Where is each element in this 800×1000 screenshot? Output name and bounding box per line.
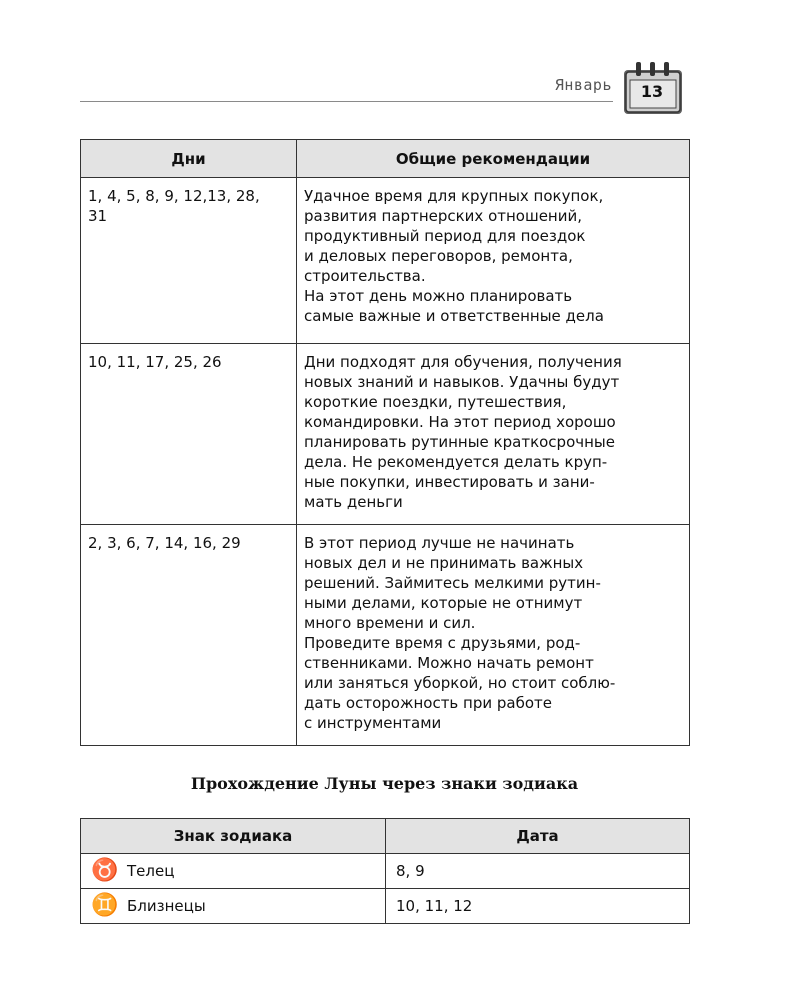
recommendation-line: мать деньги (304, 493, 403, 511)
table-header-row (81, 819, 690, 854)
recommendation-line: планировать рутинные краткосрочные (304, 433, 615, 451)
recommendation-line: На этот день можно планировать (304, 287, 573, 305)
column-header-days: Дни (81, 140, 297, 178)
month-title: Январь (554, 76, 612, 94)
recommendation-line: Дни подходят для обучения, получения (304, 353, 622, 371)
recommendation-line: самые важные и ответственные дела (304, 307, 604, 325)
recommendation-line: Удачное время для крупных покупок, (304, 187, 604, 205)
days-cell (81, 178, 297, 344)
sign-name: Телец (127, 862, 175, 880)
recommendation-line: ными делами, которые не отнимут (304, 594, 583, 612)
recommendation-line: строительства. (304, 267, 426, 285)
taurus-icon: ♉ (91, 858, 119, 883)
days-text: 10, 11, 17, 25, 26 (88, 353, 222, 371)
recommendations-table (80, 139, 690, 746)
zodiac-table (80, 818, 690, 924)
recommendation-line: новых знаний и навыков. Удачны будут (304, 373, 620, 391)
recommendation-line: В этот период лучше не начинать (304, 534, 575, 552)
table-row (81, 344, 690, 525)
recommendation-line: продуктивный период для поездок (304, 227, 586, 245)
days-cell (81, 344, 297, 525)
sign-name: Близнецы (127, 897, 206, 915)
section-title: Прохождение Луны через знаки зодиака (190, 774, 579, 793)
recommendation-line: и деловых переговоров, ремонта, (304, 247, 573, 265)
days-cell (81, 525, 297, 746)
recommendation-line: решений. Займитесь мелкими рутин- (304, 574, 601, 592)
days-text: 31 (88, 207, 108, 225)
column-header-sign: Знак зодиака (81, 819, 386, 854)
recommendation-line: короткие поездки, путешествия, (304, 393, 567, 411)
recommendation-cell (297, 178, 690, 344)
recommendation-line: или заняться уборкой, но стоит соблю- (304, 674, 616, 692)
date-cell: 8, 9 (386, 854, 690, 889)
recommendation-line: много времени и сил. (304, 614, 476, 632)
recommendation-line: ственниками. Можно начать ремонт (304, 654, 594, 672)
days-text: 2, 3, 6, 7, 14, 16, 29 (88, 534, 241, 552)
table-row (81, 178, 690, 344)
recommendation-line: Проведите время с друзьями, род- (304, 634, 581, 652)
recommendation-line: дела. Не рекомендуется делать круп- (304, 453, 608, 471)
recommendation-line: новых дел и не принимать важных (304, 554, 584, 572)
page-number: 13 (640, 82, 664, 101)
sign-cell (81, 889, 386, 924)
recommendation-line: командировки. На этот период хорошо (304, 413, 616, 431)
recommendation-line: ные покупки, инвестировать и зани- (304, 473, 595, 491)
recommendation-line: дать осторожность при работе (304, 694, 552, 712)
column-header-date: Дата (386, 819, 690, 854)
gemini-icon: ♊ (91, 893, 119, 918)
date-cell: 10, 11, 12 (386, 889, 690, 924)
recommendation-line: развития партнерских отношений, (304, 207, 582, 225)
table-row (81, 889, 690, 924)
table-row (81, 525, 690, 746)
header-rule (80, 101, 613, 102)
column-header-recommendations: Общие рекомендации (297, 140, 690, 178)
days-text: 1, 4, 5, 8, 9, 12,13, 28, (88, 187, 260, 205)
table-row (81, 854, 690, 889)
recommendation-cell (297, 344, 690, 525)
recommendation-line: с инструментами (304, 714, 442, 732)
recommendation-cell (297, 525, 690, 746)
sign-cell (81, 854, 386, 889)
table-header-row (81, 140, 690, 178)
